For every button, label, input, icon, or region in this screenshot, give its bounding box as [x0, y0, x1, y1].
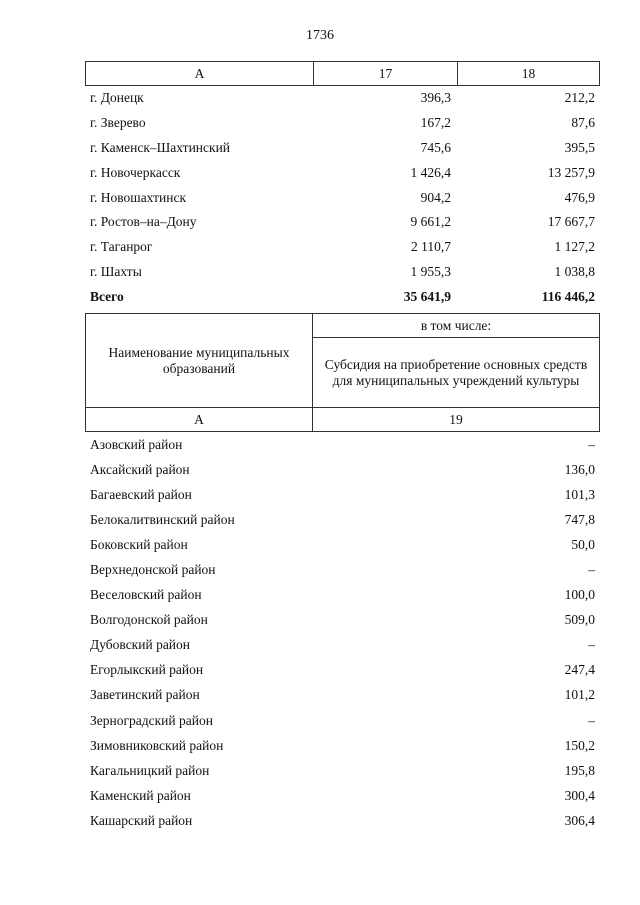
row-name: г. Таганрог [90, 239, 153, 255]
row-name: Азовский район [90, 436, 183, 452]
table-row [90, 683, 595, 708]
table-row [90, 733, 595, 758]
table-row [90, 457, 595, 482]
row-name: Кашарский район [90, 812, 193, 828]
table-row [90, 185, 595, 210]
row-value-19: 747,8 [564, 511, 595, 527]
total-value-18: 116 446,2 [541, 288, 595, 304]
row-value-19: 247,4 [564, 662, 595, 678]
table-row [90, 758, 595, 783]
row-value-19: 50,0 [571, 536, 595, 552]
total-label: Всего [90, 288, 124, 304]
table-row [90, 160, 595, 185]
table-row [90, 210, 595, 235]
table1-header [85, 61, 600, 86]
table-row [90, 260, 595, 285]
table-row [90, 532, 595, 557]
row-name: г. Новочеркасск [90, 164, 181, 180]
row-value-17: 1 955,3 [410, 263, 451, 279]
row-value-19: 300,4 [564, 787, 595, 803]
row-name: г. Новошахтинск [90, 189, 186, 205]
table1-header-col-17: 17 [314, 62, 458, 85]
row-name: Волгодонской район [90, 612, 208, 628]
row-name: г. Шахты [90, 263, 142, 279]
table2-header-name: Наименование муниципальных образований [86, 314, 313, 407]
row-value-18: 1 127,2 [554, 239, 595, 255]
table-row [90, 608, 595, 633]
row-value-17: 167,2 [420, 115, 451, 131]
row-name: Багаевский район [90, 486, 192, 502]
row-value-19: 101,3 [564, 486, 595, 502]
row-value-18: 395,5 [564, 139, 595, 155]
row-value-18: 1 038,8 [554, 263, 595, 279]
row-name: Кагальницкий район [90, 762, 210, 778]
row-value-17: 745,6 [420, 139, 451, 155]
row-value-19: – [588, 436, 595, 452]
table2-header-col-19: Субсидия на приобретение основных средств для муниципальных учреждений культуры [324, 356, 588, 388]
table-row [90, 432, 595, 457]
table-row [90, 235, 595, 260]
row-value-17: 2 110,7 [411, 239, 451, 255]
table-row [90, 111, 595, 136]
row-value-17: 904,2 [420, 189, 451, 205]
row-name: Зимовниковский район [90, 737, 224, 753]
row-value-19: 136,0 [564, 461, 595, 477]
row-value-19: – [588, 637, 595, 653]
row-name: Веселовский район [90, 587, 202, 603]
table2-index-row [86, 407, 599, 431]
row-value-19: 306,4 [564, 812, 595, 828]
table-total-row [90, 284, 595, 309]
row-name: г. Донецк [90, 90, 144, 106]
row-value-19: 100,0 [564, 587, 595, 603]
table-row [90, 482, 595, 507]
row-value-19: – [588, 712, 595, 728]
row-name: Дубовский район [90, 637, 191, 653]
row-value-18: 17 667,7 [547, 214, 595, 230]
table-row [90, 783, 595, 808]
table1-body [90, 86, 595, 309]
row-name: Боковский район [90, 536, 188, 552]
row-value-18: 212,2 [564, 90, 595, 106]
table-row [90, 136, 595, 161]
row-name: Аксайский район [90, 461, 190, 477]
table-row [90, 708, 595, 733]
row-value-18: 13 257,9 [547, 164, 595, 180]
row-value-18: 476,9 [564, 189, 595, 205]
row-value-19: 150,2 [564, 737, 595, 753]
row-name: Белокалитвинский район [90, 511, 235, 527]
row-name: г. Ростов–на–Дону [90, 214, 197, 230]
row-name: Зерноградский район [90, 712, 213, 728]
table-row [90, 507, 595, 532]
row-name: Каменский район [90, 787, 191, 803]
table2-body [90, 432, 595, 834]
row-value-17: 9 661,2 [410, 214, 451, 230]
row-value-17: 396,3 [420, 90, 451, 106]
table1-header-col-a: А [86, 62, 314, 85]
table-row [90, 86, 595, 111]
table1-header-col-18: 18 [521, 65, 536, 81]
table-row [90, 658, 595, 683]
row-value-18: 87,6 [571, 115, 595, 131]
row-value-19: 101,2 [564, 687, 595, 703]
row-name: г. Каменск–Шахтинский [90, 139, 231, 155]
table2-header [85, 313, 600, 432]
table-row [90, 583, 595, 608]
total-value-17: 35 641,9 [403, 288, 451, 304]
row-value-17: 1 426,4 [410, 164, 451, 180]
row-name: Егорлыкский район [90, 662, 204, 678]
row-name: Верхнедонской район [90, 562, 216, 578]
table-row [90, 633, 595, 658]
row-value-19: 195,8 [564, 762, 595, 778]
row-value-19: 509,0 [564, 612, 595, 628]
row-name: г. Зверево [90, 115, 146, 131]
table2-index-19: 19 [449, 411, 463, 427]
table2-header-group: в том числе: [313, 314, 599, 338]
row-value-19: – [588, 562, 595, 578]
table-row [90, 557, 595, 582]
table2-index-a: А [86, 408, 313, 431]
page-number: 1736 [306, 28, 334, 43]
table-row [90, 808, 595, 833]
row-name: Заветинский район [90, 687, 200, 703]
